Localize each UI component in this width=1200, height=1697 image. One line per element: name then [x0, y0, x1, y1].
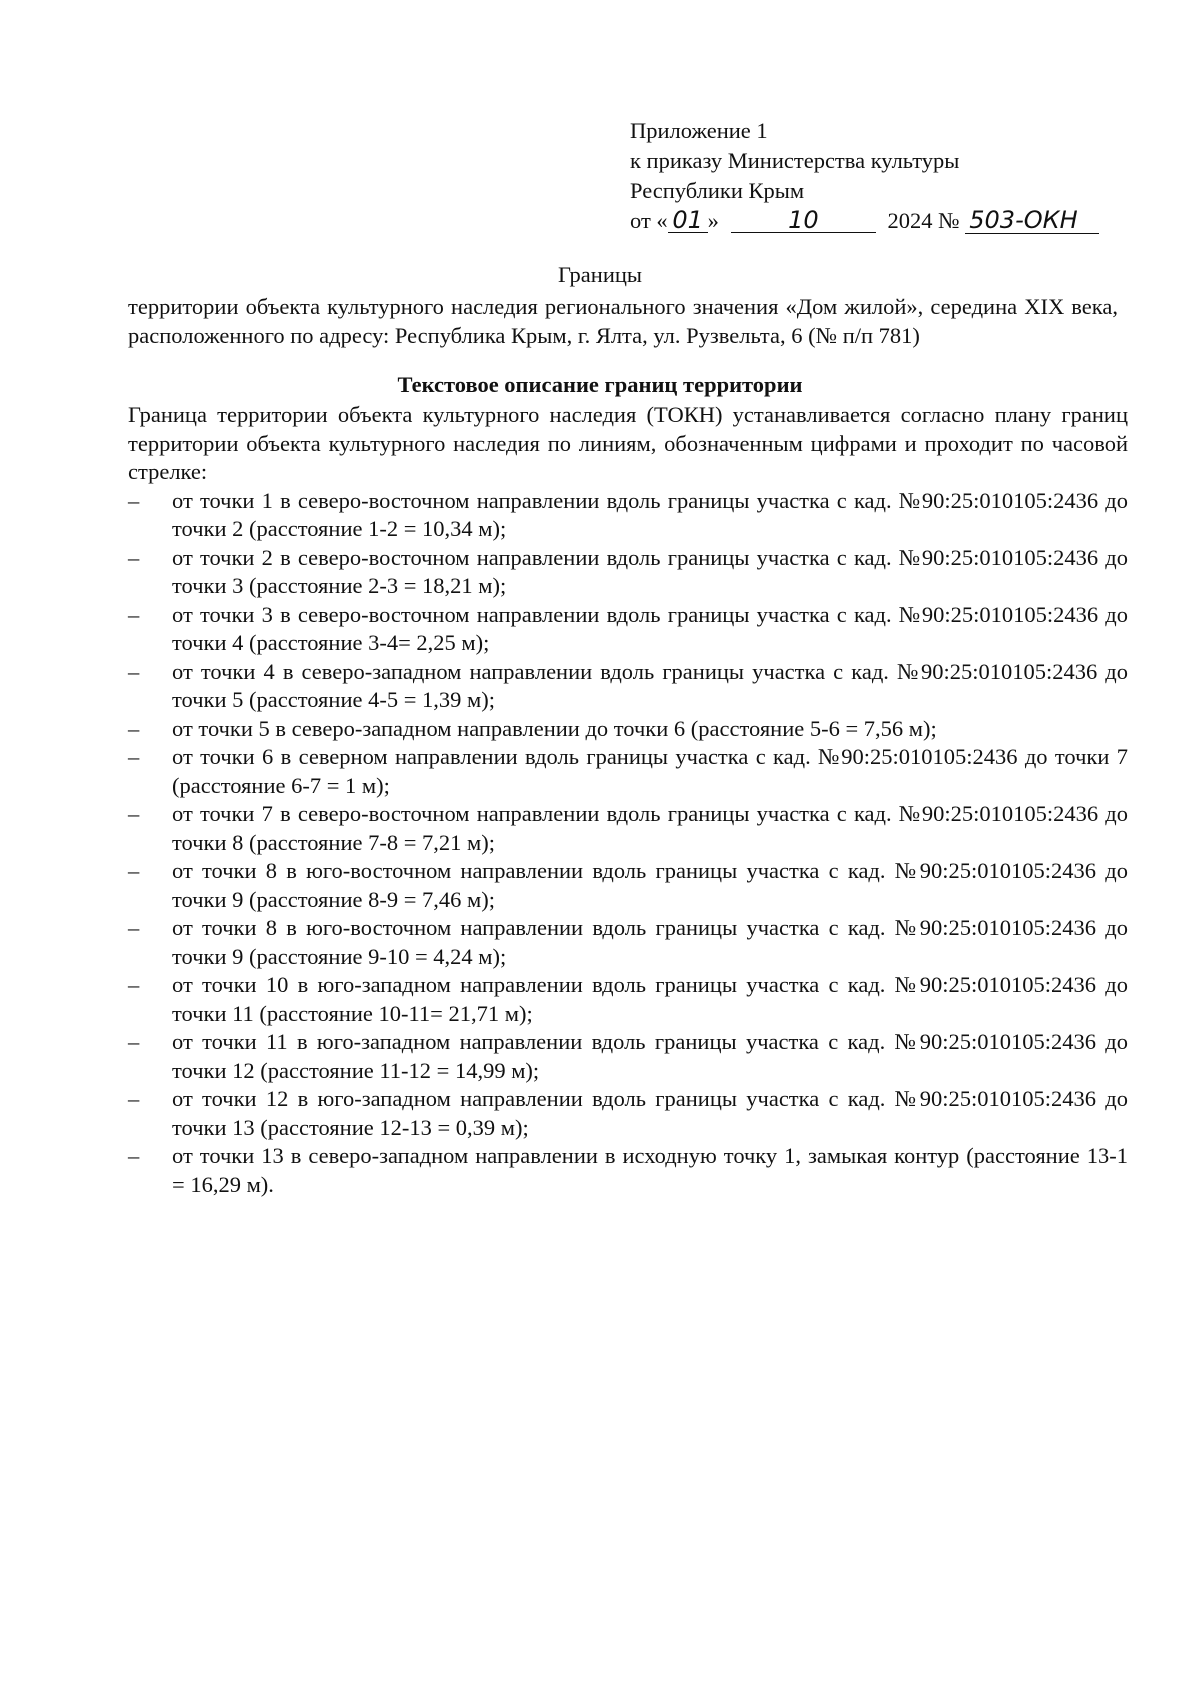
appendix-number: Приложение 1	[630, 118, 768, 143]
list-item-text: от точки 4 в северо-западном направлении вдоль границы участка с кад. №90:25:010105:2436 до точки 5 (расстояние 4-5 = 1,39 м);	[172, 658, 1128, 712]
handwritten-day: 01	[668, 208, 708, 233]
list-item-text: от точки 2 в северо-восточном направлении вдоль границы участка с кад. №90:25:010105:2436 до точки 3 (расстояние 2-3 = 18,21 м);	[172, 544, 1128, 598]
handwritten-order-number: 503-ОКН	[969, 206, 1078, 234]
list-item	[128, 971, 1128, 1028]
dash-bullet: –	[128, 744, 140, 769]
date-prefix: от «	[630, 208, 668, 233]
dash-bullet: –	[128, 915, 140, 940]
handwritten-number-wrap	[965, 206, 1109, 236]
description-paragraph: Граница территории объекта культурного наследия (ТОКН) устанавливается согласно плану границ территории объекта культурного наследия по линиям, обозначенным цифрами и проходит по часовой стрелке:	[128, 402, 1128, 484]
list-item-text: от точки 8 в юго-восточном направлении вдоль границы участка с кад. №90:25:010105:2436 до точки 9 (расстояние 9-10 = 4,24 м);	[172, 915, 1128, 969]
dash-bullet: –	[128, 972, 140, 997]
list-item	[128, 487, 1128, 544]
list-item-text: от точки 1 в северо-восточном направлении вдоль границы участка с кад. №90:25:010105:2436 до точки 2 (расстояние 1-2 = 10,34 м);	[172, 487, 1128, 541]
list-item	[128, 857, 1128, 914]
list-item	[128, 658, 1128, 715]
document-body	[128, 401, 1128, 1199]
dash-bullet: –	[128, 487, 140, 513]
handwritten-month: 10	[731, 208, 876, 233]
list-item	[128, 1142, 1128, 1199]
appendix-order-ref: к приказу Министерства культуры	[630, 148, 960, 173]
dash-bullet: –	[128, 1029, 140, 1054]
list-item	[128, 601, 1128, 658]
list-item	[128, 715, 1128, 744]
list-item-text: от точки 3 в северо-восточном направлении вдоль границы участка с кад. №90:25:010105:2436 до точки 4 (расстояние 3-4= 2,25 м);	[172, 601, 1128, 655]
list-item	[128, 800, 1128, 857]
list-item-text: от точки 8 в юго-восточном направлении вдоль границы участка с кад. №90:25:010105:2436 до точки 9 (расстояние 8-9 = 7,46 м);	[172, 858, 1128, 912]
dash-bullet: –	[128, 1086, 140, 1111]
dash-bullet: –	[128, 801, 140, 826]
boundary-list	[128, 487, 1128, 1200]
list-item-text: от точки 7 в северо-восточном направлении вдоль границы участка с кад. №90:25:010105:2436 до точки 8 (расстояние 7-8 = 7,21 м);	[172, 801, 1128, 855]
list-item-text: от точки 6 в северном направлении вдоль границы участка с кад. №90:25:010105:2436 до точки 7 (расстояние 6-7 = 1 м);	[172, 744, 1128, 798]
dash-bullet: –	[128, 715, 140, 741]
dash-bullet: –	[128, 858, 140, 883]
dash-bullet: –	[128, 544, 140, 570]
section-title: Текстовое описание границ территории	[397, 372, 803, 397]
list-item	[128, 1028, 1128, 1085]
appendix-date-line	[630, 206, 1109, 236]
list-item-text: от точки 13 в северо-западном направлении в исходную точку 1, замыкая контур (расстояние 13-1 = 16,29 м).	[172, 1143, 1128, 1197]
list-item-text: от точки 5 в северо-западном направлении до точки 6 (расстояние 5-6 = 7,56 м);	[172, 715, 937, 741]
document-heading: Границы	[557, 262, 643, 287]
dash-bullet: –	[128, 1143, 140, 1168]
date-year: 2024 №	[887, 208, 960, 233]
appendix-republic: Республики Крым	[630, 178, 805, 203]
dash-bullet: –	[128, 601, 140, 627]
list-item-text: от точки 10 в юго-западном направлении вдоль границы участка с кад. №90:25:010105:2436 до точки 11 (расстояние 10-11= 21,71 м);	[172, 972, 1128, 1026]
list-item	[128, 1085, 1128, 1142]
list-item-text: от точки 11 в юго-западном направлении вдоль границы участка с кад. №90:25:010105:2436 до точки 12 (расстояние 11-12 = 14,99 м);	[172, 1029, 1128, 1083]
date-mid: »	[707, 208, 719, 233]
document-intro: территории объекта культурного наследия регионального значения «Дом жилой», середина XIX века, расположенного по адресу: Республика Крым, г. Ялта, ул. Рузвельта, 6 (№ п/п 781)	[128, 294, 1118, 348]
list-item	[128, 743, 1128, 800]
dash-bullet: –	[128, 658, 140, 684]
list-item	[128, 914, 1128, 971]
list-item-text: от точки 12 в юго-западном направлении вдоль границы участка с кад. №90:25:010105:2436 до точки 13 (расстояние 12-13 = 0,39 м);	[172, 1086, 1128, 1140]
appendix-header	[630, 116, 1109, 236]
list-item	[128, 544, 1128, 601]
